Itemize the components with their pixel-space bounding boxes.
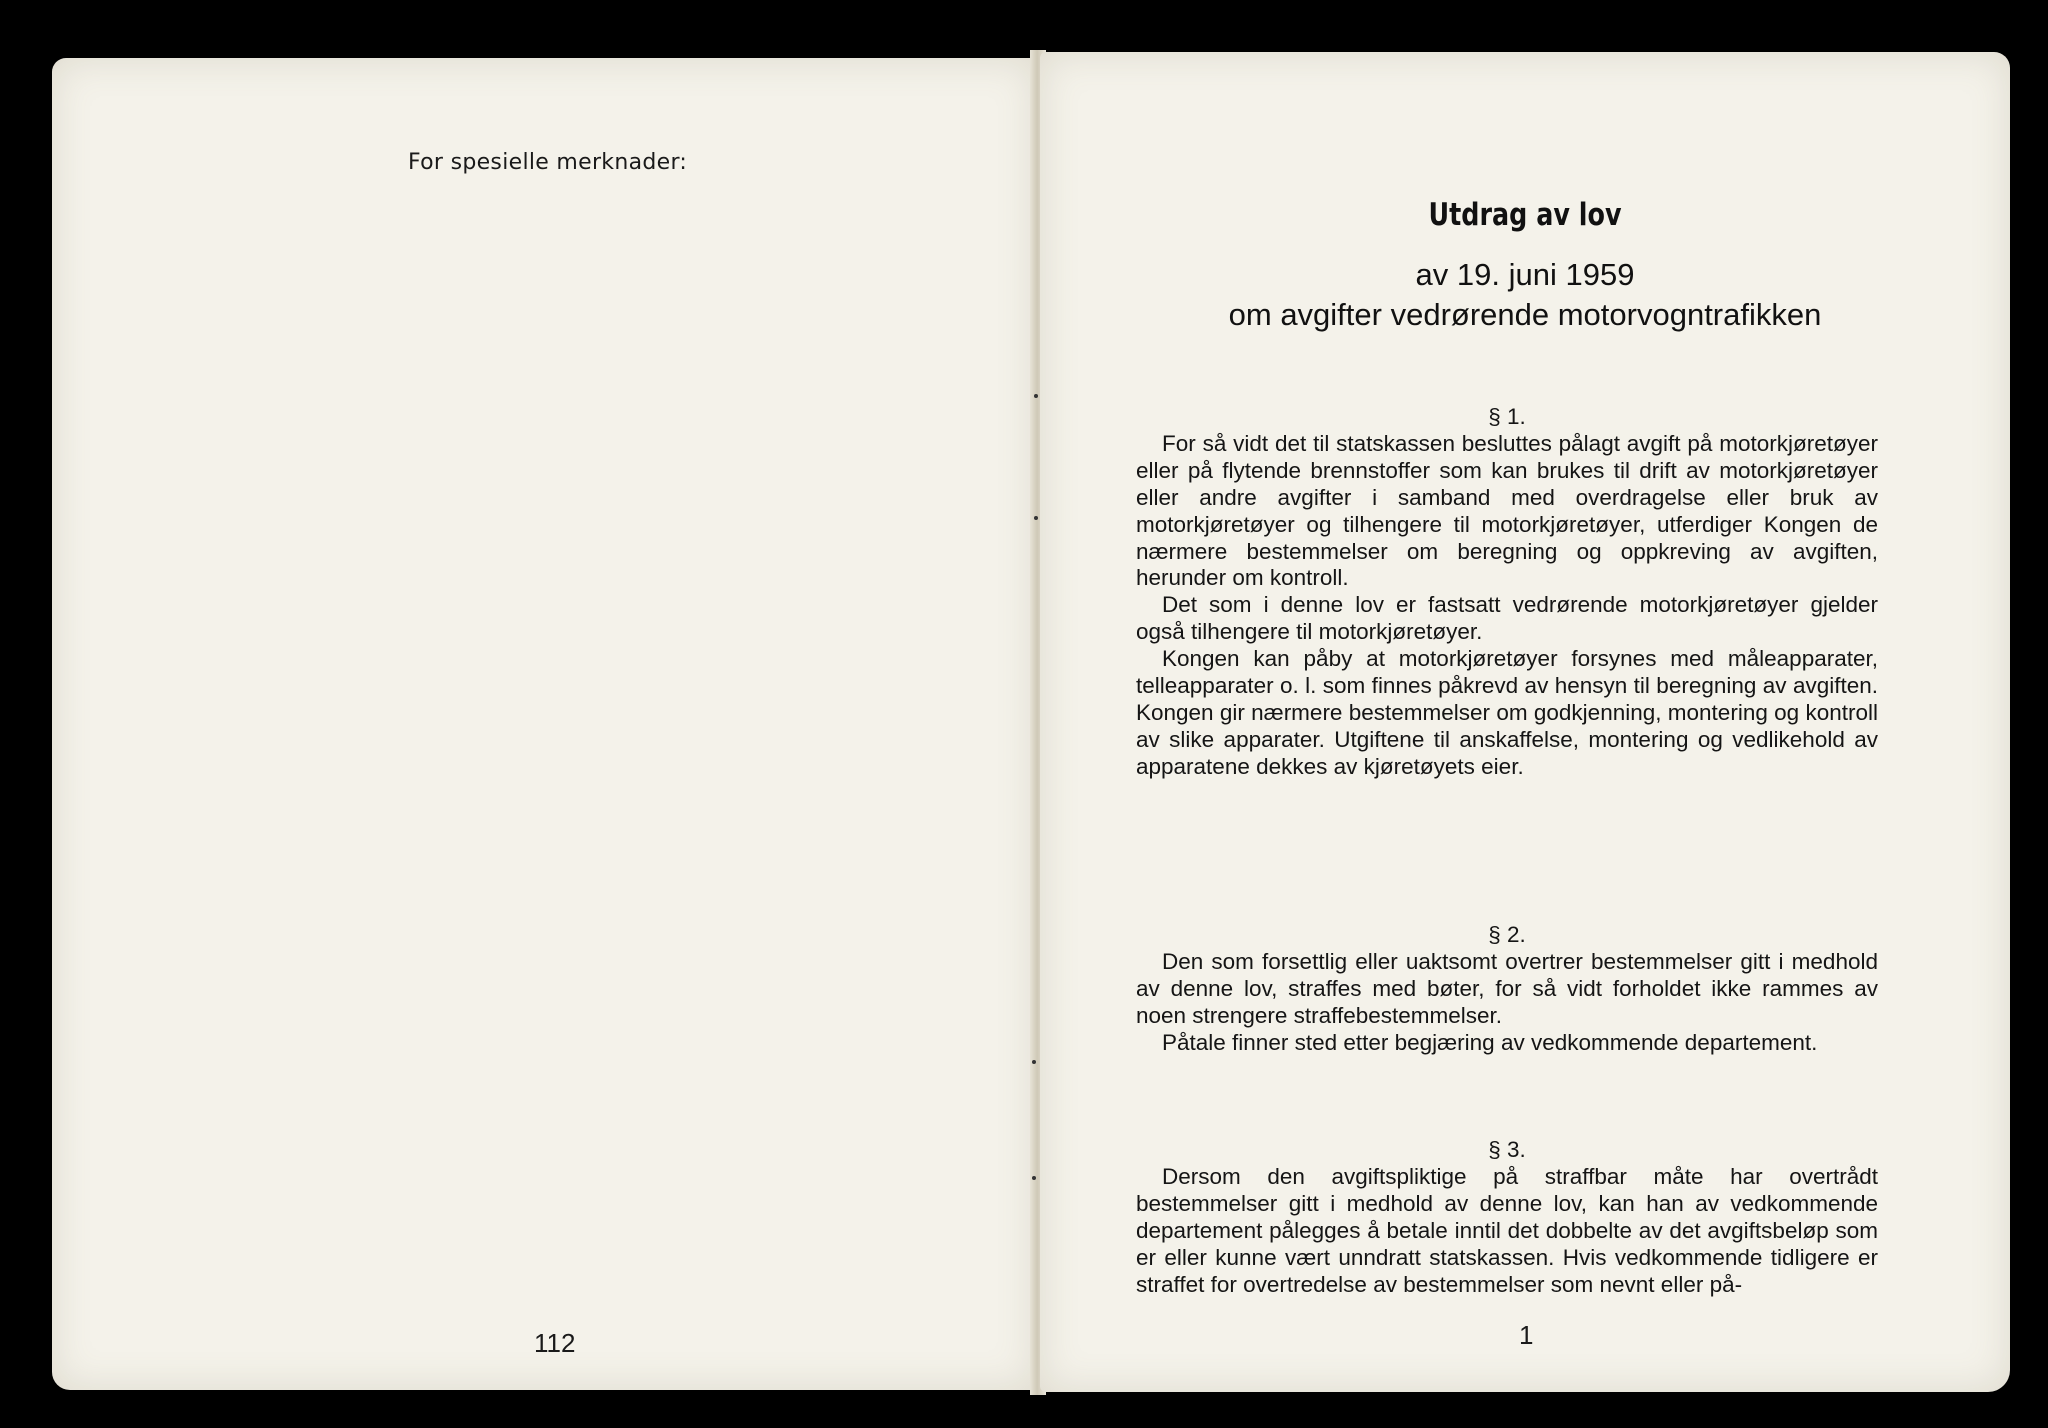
paragraph: For så vidt det til statskassen besluttes pålagt avgift på motorkjøretøyer eller på flytende brennstoffer som kan brukes til drift av motorkjøretøyer eller andre avgifter i samband med overdragelse eller bruk av motorkjøretøyer og tilhengere til motorkjøretøyer, utferdiger Kongen de nærmere bestemmelser om beregning og oppkreving av avgiften, herunder om kontroll. xyxy=(1136,430,1878,591)
law-subtitle: om avgifter vedrørende motorvogntrafikken xyxy=(1228,297,1822,332)
left-page xyxy=(52,58,1036,1390)
binding-mark xyxy=(1032,1060,1036,1064)
notes-label: For spesielle merknader: xyxy=(408,150,688,175)
section-2 xyxy=(1136,922,1878,1057)
paragraph: Kongen kan påby at motorkjøretøyer forsynes med måleapparater, telleapparater o. l. som finnes påkrevd av hensyn til beregning av avgiften. Kongen gir nærmere bestemmelser om godkjenning, montering og kontroll av slike apparater. Utgiftene til anskaffelse, montering og vedlikehold av apparatene dekkes av kjøretøyets eier. xyxy=(1136,646,1878,779)
binding-mark xyxy=(1034,516,1038,520)
paragraph: Den som forsettlig eller uaktsomt overtrer bestemmelser gitt i medhold av denne lov, straffes med bøter, for så vidt forholdet ikke rammes av noen strengere straffebestemmelser. xyxy=(1136,948,1878,1028)
paragraph: Dersom den avgiftspliktige på straffbar måte har overtrådt bestemmelser gitt i medhold av denne lov, kan han av vedkommende departement pålegges å betale inntil det dobbelte av det avgiftsbeløp som er eller kunne vært unndratt statskassen. Hvis vedkommende tidligere er straffet for overtredelse av bestemmelser som nevnt eller på- xyxy=(1136,1163,1878,1297)
binding-mark xyxy=(1032,1176,1036,1180)
law-date: av 19. juni 1959 xyxy=(1415,257,1635,292)
page-number-right: 1 xyxy=(1519,1320,1534,1350)
section-heading: § 2. xyxy=(1488,922,1526,947)
section-1 xyxy=(1136,404,1878,781)
section-3 xyxy=(1136,1137,1878,1298)
law-title: Utdrag av lov xyxy=(1428,197,1622,233)
page-number-left: 112 xyxy=(534,1328,576,1358)
binding-mark xyxy=(1034,394,1038,398)
paragraph: Det som i denne lov er fastsatt vedrørende motorkjøretøyer gjelder også tilhengere til motorkjøretøyer. xyxy=(1136,592,1878,645)
section-heading: § 3. xyxy=(1488,1137,1526,1162)
right-page xyxy=(1040,52,2010,1392)
section-heading: § 1. xyxy=(1488,404,1526,429)
paragraph: Påtale finner sted etter begjæring av vedkommende departement. xyxy=(1162,1029,1818,1055)
